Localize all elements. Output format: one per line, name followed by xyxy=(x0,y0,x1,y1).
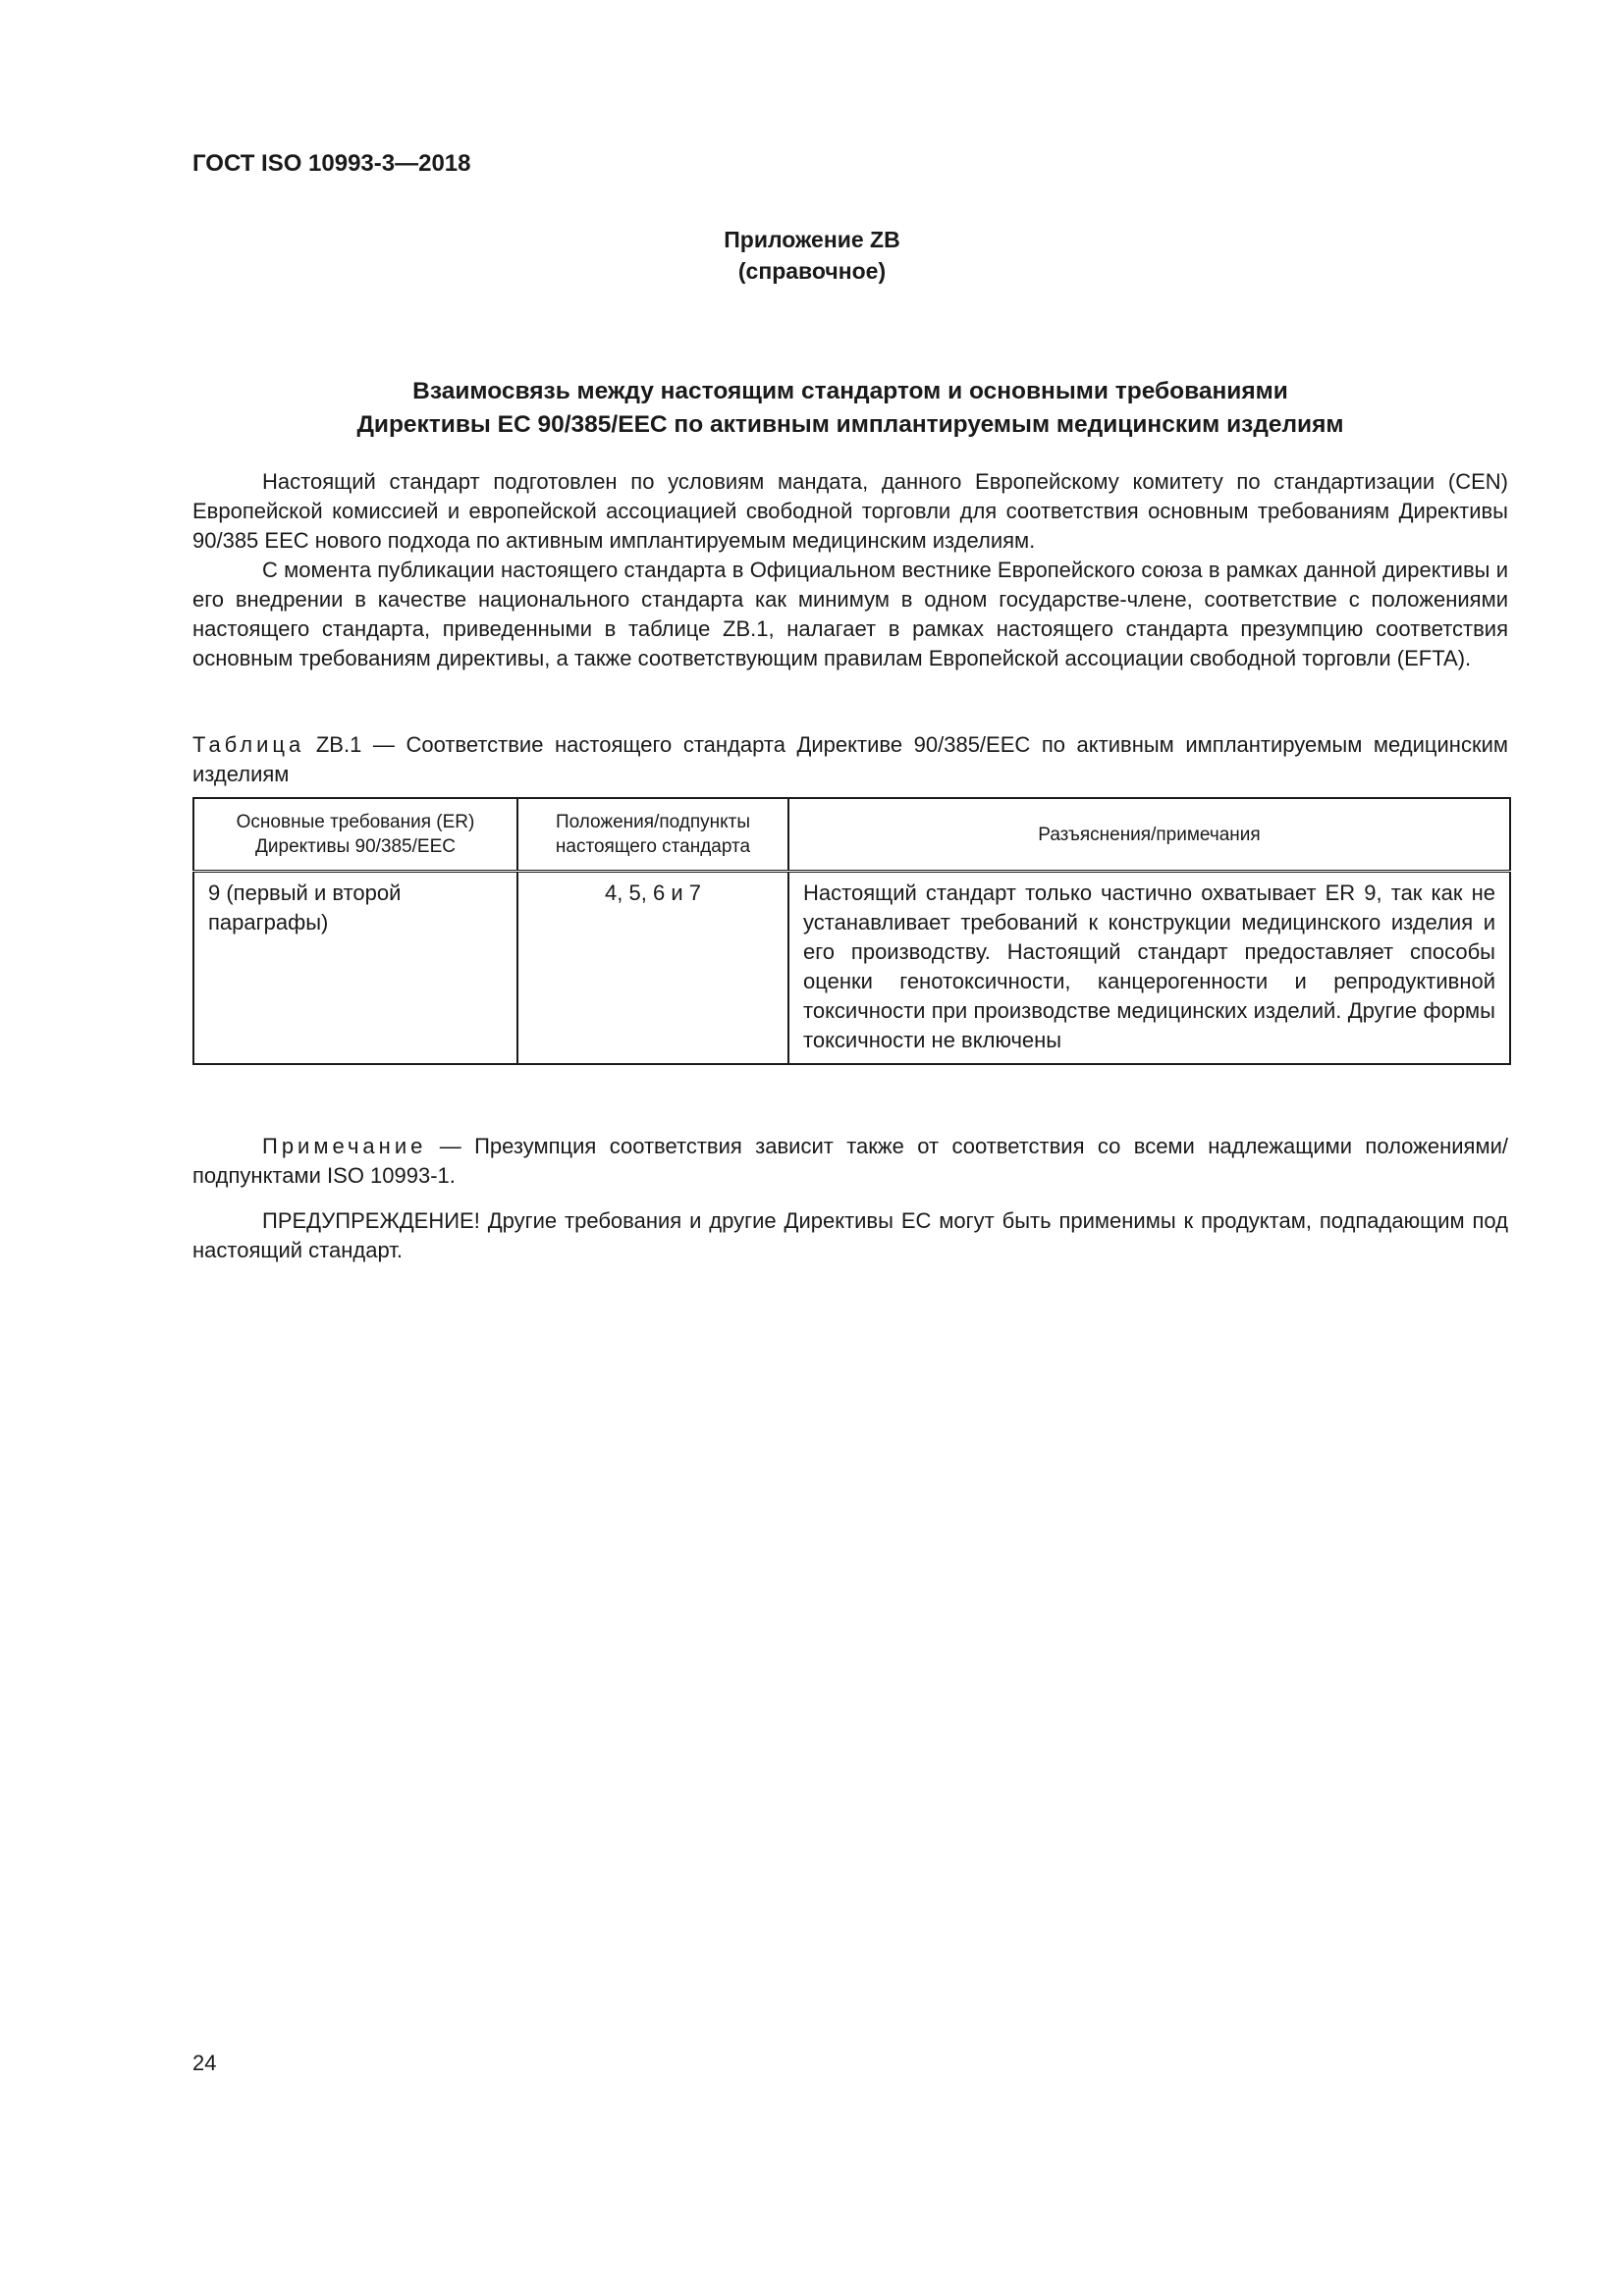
header-remarks: Разъяснения/примечания xyxy=(788,798,1510,872)
table-header-row xyxy=(193,798,1510,872)
note-paragraph xyxy=(192,1132,1508,1191)
correspondence-table xyxy=(192,797,1511,1065)
title-line-1: Взаимосвязь между настоящим стандартом и основными требованиями xyxy=(412,378,1288,404)
page-number: 24 xyxy=(192,2051,217,2075)
cell-remarks: Настоящий стандарт только частично охватывает ER 9, так как не устанавливает требований к конструкции медицинского изделия и его производству. Настоящий стандарт предоставляет способы оценки генотоксичности, канцерогенности и репродуктивной токсичности при производстве медицинских изделий. Другие формы токсичности не включены xyxy=(788,872,1510,1065)
appendix-type: (справочное) xyxy=(737,258,887,284)
table-caption xyxy=(192,730,1508,789)
paragraph-1: Настоящий стандарт подготовлен по условиям мандата, данного Европейскому комитету по стандартизации (CEN) Европейской комиссией и европейской ассоциацией свободной торговли для соответствия основным требованиям Директивы 90/385 ЕЕС нового подхода по активным имплантируемым медицинским изделиям. xyxy=(192,469,1508,553)
document-header: ГОСТ ISO 10993-3—2018 xyxy=(192,150,471,177)
header-clauses: Положения/подпункты настоящего стандарта xyxy=(517,798,788,872)
note-label: Примечание xyxy=(262,1134,427,1158)
cell-clauses: 4, 5, 6 и 7 xyxy=(517,872,788,1065)
table-caption-label: Таблица xyxy=(192,732,305,757)
body-text xyxy=(192,467,1508,673)
cell-requirement: 9 (первый и второй параграфы) xyxy=(193,872,517,1065)
title-line-2: Директивы ЕС 90/385/ЕЕС по активным имплантируемым медицинским изделиям xyxy=(356,411,1344,438)
header-requirements: Основные требования (ER) Директивы 90/385/ЕЕС xyxy=(193,798,517,872)
table-caption-text: ZB.1 — Соответствие настоящего стандарта Директиве 90/385/ЕЕС по активным имплантируемым медицинским изделиям xyxy=(192,732,1508,786)
paragraph-2: С момента публикации настоящего стандарта в Официальном вестнике Европейского союза в рамках данной директивы и его внедрении в качестве национального стандарта как минимум в одном государстве-члене, соответствие с положениями настоящего стандарта, приведенными в таблице ZB.1, налагает в рамках настоящего стандарта презумпцию соответствия основным требованиям директивы, а также соответствующим правилам Европейской ассоциации свободной торговли (EFTA). xyxy=(192,558,1508,670)
appendix-title xyxy=(192,375,1508,442)
table-row xyxy=(193,872,1510,1065)
note-text: — Презумпция соответствия зависит также от соответствия со всеми надлежащими положениями/подпунктами ISO 10993-1. xyxy=(192,1134,1508,1188)
appendix-label: Приложение ZB xyxy=(724,227,900,252)
appendix-heading xyxy=(0,224,1624,287)
warning-paragraph: ПРЕДУПРЕЖДЕНИЕ! Другие требования и другие Директивы ЕС могут быть применимы к продуктам, подпадающим под настоящий стандарт. xyxy=(192,1208,1508,1262)
notes-section xyxy=(192,1132,1508,1281)
